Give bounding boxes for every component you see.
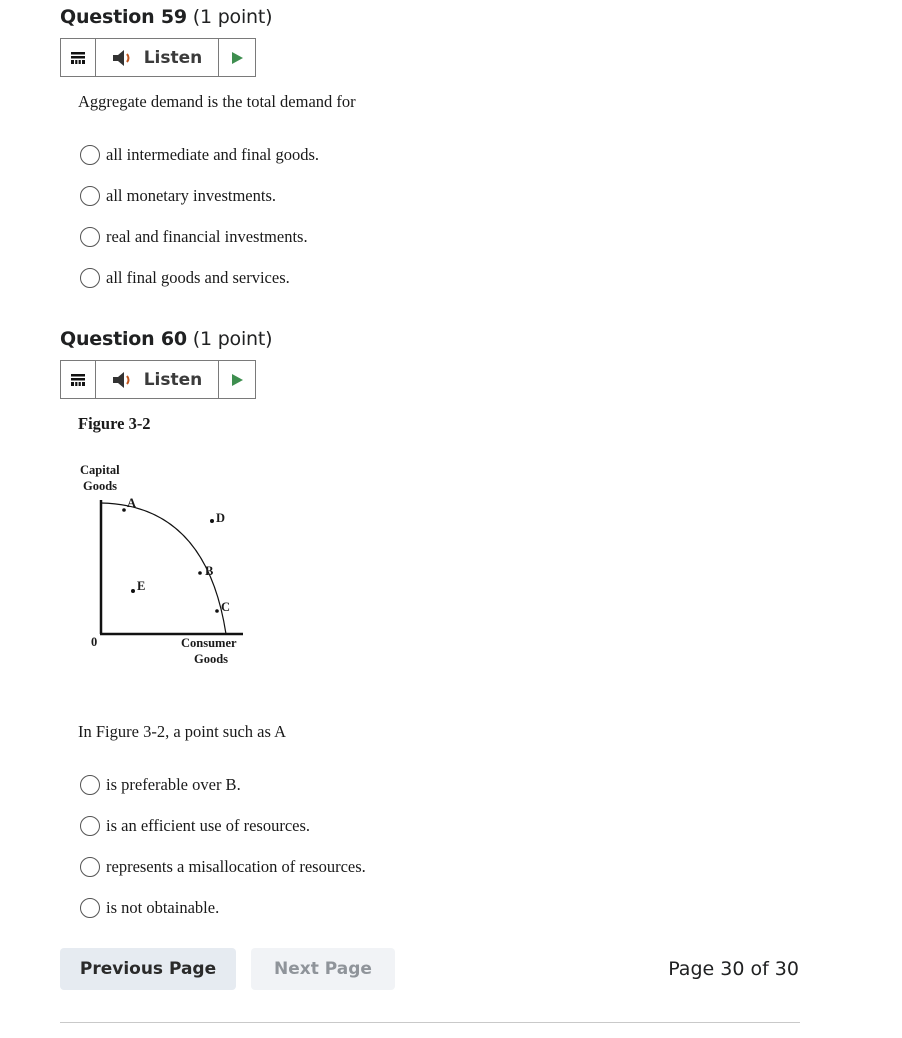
q59-option-2[interactable] xyxy=(80,183,276,209)
bottom-divider xyxy=(60,1022,800,1023)
question-number: Question 60 xyxy=(60,328,187,350)
play-icon xyxy=(230,51,244,65)
previous-page-button[interactable]: Previous Page xyxy=(60,948,236,990)
menu-icon xyxy=(70,372,86,388)
radio-button[interactable] xyxy=(80,775,100,795)
q60-option-2[interactable] xyxy=(80,813,310,839)
listen-toolbar-59 xyxy=(60,38,256,77)
x-axis-label-line2: Goods xyxy=(194,652,229,666)
figure-caption: Figure 3-2 xyxy=(78,414,151,433)
q60-option-3[interactable] xyxy=(80,854,366,880)
q60-option-1[interactable] xyxy=(80,772,241,798)
listen-toolbar-60 xyxy=(60,360,256,399)
listen-label: Listen xyxy=(143,47,203,68)
play-button[interactable] xyxy=(219,361,255,398)
y-axis-label-line1: Capital xyxy=(80,463,120,477)
speaker-icon xyxy=(112,48,136,68)
x-axis-label-line1: Consumer xyxy=(181,636,237,650)
question-60-title xyxy=(60,328,272,350)
point-b-label: B xyxy=(205,564,214,578)
q59-option-1[interactable] xyxy=(80,142,319,168)
listen-button[interactable] xyxy=(96,39,219,76)
option-label: all monetary investments. xyxy=(106,186,277,205)
q60-option-4[interactable] xyxy=(80,895,219,921)
q59-option-4[interactable] xyxy=(80,265,290,291)
point-d-label: D xyxy=(216,511,226,525)
point-c-label: C xyxy=(221,600,231,614)
speaker-icon xyxy=(112,370,136,390)
point-e-label: E xyxy=(137,579,146,593)
readspeaker-menu-button[interactable] xyxy=(61,361,96,398)
question-59-title xyxy=(60,6,272,28)
play-icon xyxy=(230,373,244,387)
question-59-prompt: Aggregate demand is the total demand for xyxy=(78,92,356,111)
option-label: all final goods and services. xyxy=(106,268,290,287)
readspeaker-menu-button[interactable] xyxy=(61,39,96,76)
radio-button[interactable] xyxy=(80,227,100,247)
y-axis-label-line2: Goods xyxy=(83,479,118,493)
option-label: is preferable over B. xyxy=(106,775,241,794)
point-b-marker xyxy=(198,571,202,575)
play-button[interactable] xyxy=(219,39,255,76)
option-label: represents a misallocation of resources. xyxy=(106,857,366,876)
question-number: Question 59 xyxy=(60,6,187,28)
listen-label: Listen xyxy=(143,369,203,390)
origin-label: 0 xyxy=(91,635,98,649)
listen-button[interactable] xyxy=(96,361,219,398)
question-points: (1 point) xyxy=(192,6,273,28)
point-e-marker xyxy=(131,589,135,593)
radio-button[interactable] xyxy=(80,857,100,877)
point-a-label: A xyxy=(127,496,137,510)
option-label: real and financial investments. xyxy=(106,227,308,246)
radio-button[interactable] xyxy=(80,268,100,288)
radio-button[interactable] xyxy=(80,145,100,165)
q59-option-3[interactable] xyxy=(80,224,308,250)
radio-button[interactable] xyxy=(80,186,100,206)
radio-button[interactable] xyxy=(80,898,100,918)
question-points: (1 point) xyxy=(192,328,273,350)
menu-icon xyxy=(70,50,86,66)
point-c-marker xyxy=(215,609,219,613)
option-label: is an efficient use of resources. xyxy=(106,816,311,835)
page-indicator: Page 30 of 30 xyxy=(668,958,799,980)
option-label: all intermediate and final goods. xyxy=(106,145,320,164)
point-d-marker xyxy=(210,519,214,523)
ppf-figure xyxy=(76,460,256,670)
question-60-prompt: In Figure 3-2, a point such as A xyxy=(78,722,287,741)
next-page-button[interactable]: Next Page xyxy=(251,948,395,990)
point-a-marker xyxy=(122,508,126,512)
radio-button[interactable] xyxy=(80,816,100,836)
option-label: is not obtainable. xyxy=(106,898,220,917)
